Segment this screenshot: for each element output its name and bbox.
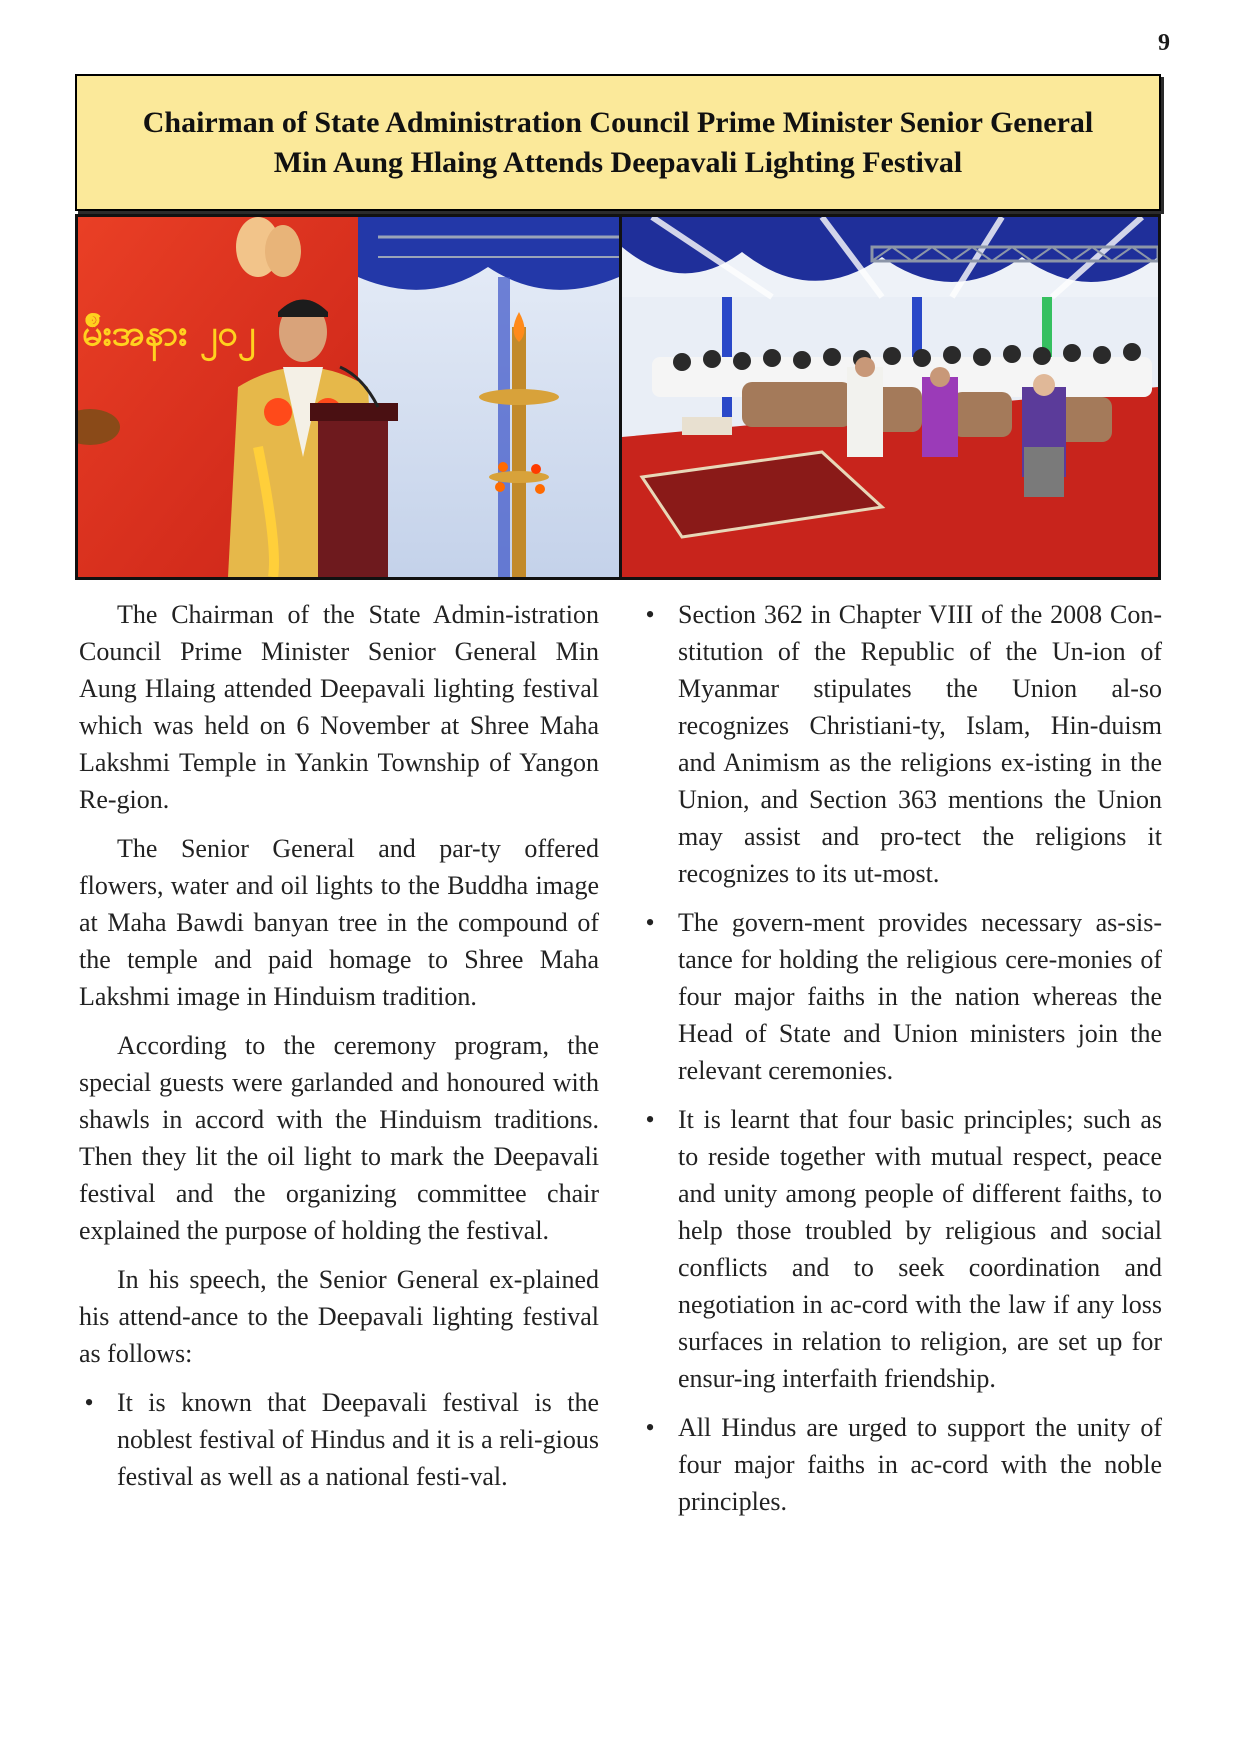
audience-photo bbox=[622, 217, 1158, 577]
bullet-dot: • bbox=[645, 1413, 655, 1442]
paragraph: According to the ceremony program, the special guests were garlanded and honoured with shawls in accord with the Hinduism traditions. Then they lit the oil light to mark the Deepavali festival and the organizing committee chair explained the purpose of holding the festival. bbox=[79, 1031, 599, 1245]
bullet-dot: • bbox=[645, 908, 655, 937]
photo-strip bbox=[75, 214, 1161, 580]
page-number: 9 bbox=[1158, 30, 1170, 56]
bullet-text: It is known that Deepavali festival is the noblest festival of Hindus and it is a reli-gious festival as well as a national festi-val. bbox=[117, 1388, 599, 1491]
paragraph: The Chairman of the State Admin-istration Council Prime Minister Senior General Min Aung Hlaing attended Deepavali lighting festival which was held on 6 November at Shree Maha Lakshmi Temple in Yankin Township of Yangon Re-gion. bbox=[79, 600, 599, 814]
right-text-column bbox=[640, 596, 1162, 1532]
speaker-photo bbox=[78, 217, 619, 577]
bullet-text: The govern-ment provides necessary as-sis-tance for holding the religious cere-monies of four major faiths in the nation whereas the Head of State and Union ministers join the relevant ceremonies. bbox=[678, 908, 1162, 1085]
banner-script-text: မ်ိဳးအနား ၂၀၂ bbox=[82, 313, 256, 354]
paragraph: The Senior General and par-ty offered flowers, water and oil lights to the Buddha image at Maha Bawdi banyan tree in the compound of the temple and paid homage to Shree Maha Lakshmi image in Hinduism tradition. bbox=[79, 834, 599, 1011]
paragraph: In his speech, the Senior General ex-plained his attend-ance to the Deepavali lighting festival as follows: bbox=[79, 1265, 599, 1368]
article-title-line-2: Min Aung Hlaing Attends Deepavali Lighting Festival bbox=[273, 145, 963, 179]
bullet-item bbox=[640, 1101, 1162, 1397]
bullet-item bbox=[640, 904, 1162, 1089]
bullet-item bbox=[640, 596, 1162, 892]
audience-photo-illustration bbox=[622, 217, 1158, 577]
bullet-text: It is learnt that four basic principles; such as to reside together with mutual respect, peace and unity among people of different faiths, to help those troubled by religious and social conflicts and to seek coordination and negotiation in ac-cord with the law if any loss surfaces in relation to religion, are set up for ensur-ing interfaith friendship. bbox=[678, 1105, 1162, 1393]
bullet-dot: • bbox=[84, 1388, 94, 1417]
article-title-line-1: Chairman of State Administration Council Prime Minister Senior General bbox=[142, 105, 1094, 139]
bullet-text: Section 362 in Chapter VIII of the 2008 Con-stitution of the Republic of the Un-ion of Myanmar stipulates the Union al-so recognizes Christiani-ty, Islam, Hin-duism and Animism as the religions ex-isting in the Union, and Section 363 mentions the Union may assist and pro-tect the religions it recognizes to its ut-most. bbox=[678, 600, 1162, 888]
bullet-dot: • bbox=[645, 600, 655, 629]
bullet-item bbox=[640, 1409, 1162, 1520]
speaker-photo-illustration bbox=[78, 217, 619, 577]
bullet-dot: • bbox=[645, 1105, 655, 1134]
article-title-box bbox=[75, 74, 1161, 211]
left-text-column bbox=[79, 596, 599, 1507]
bullet-text: All Hindus are urged to support the unity of four major faiths in ac-cord with the noble principles. bbox=[678, 1413, 1162, 1516]
bullet-item bbox=[79, 1384, 599, 1495]
